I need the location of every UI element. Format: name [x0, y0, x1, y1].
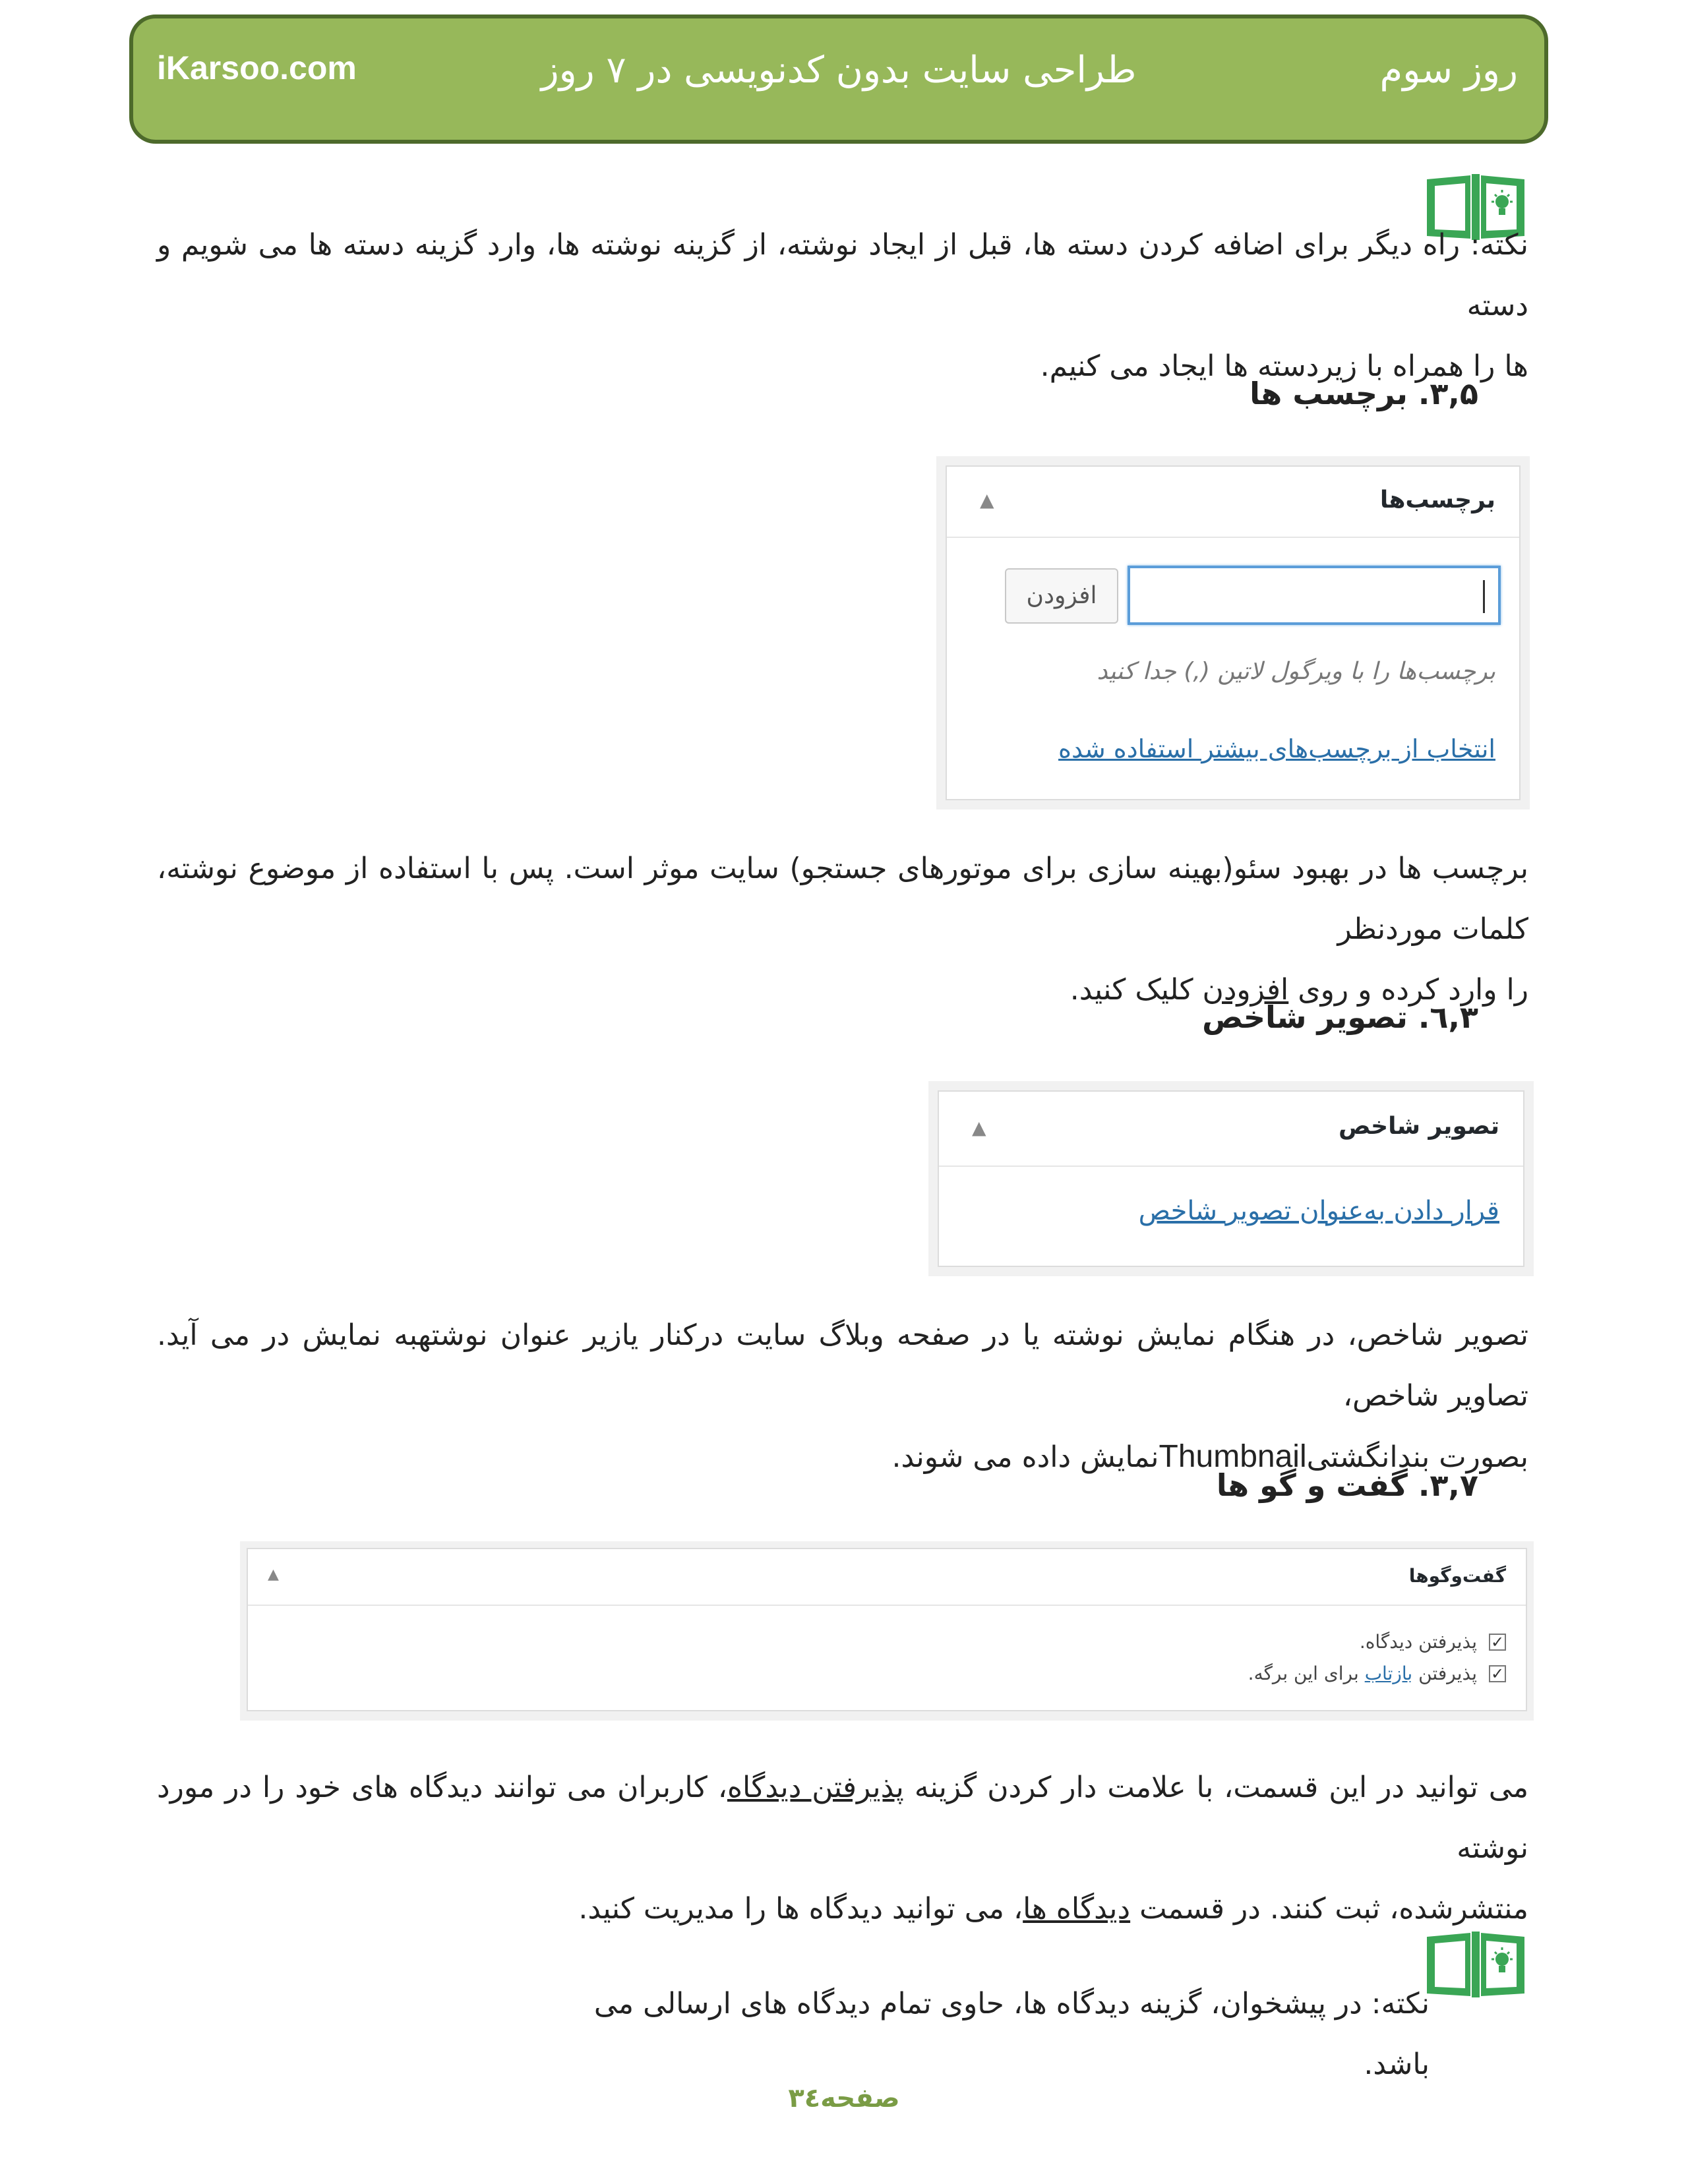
tags-metabox [936, 456, 1530, 810]
heading-comments: ۳,۷. گفت و گو ها [1216, 1467, 1478, 1503]
site-name: iKarsoo.com [157, 49, 357, 86]
popular-tags-link[interactable]: انتخاب از برچسب‌های بیشتر استفاده شده [1058, 734, 1495, 763]
heading-tags: ۳,۵. برچسب ها [1250, 376, 1478, 411]
text-cursor [1483, 580, 1485, 613]
heading-thumbnail: ۳,٦. تصویر شاخص [1202, 999, 1478, 1035]
book-lightbulb-icon [1424, 1928, 1527, 2001]
day-label: روز سوم [1379, 49, 1518, 92]
discussion-metabox-title: گفت‌وگوها [1408, 1565, 1506, 1587]
tags-metabox-title: برچسب‌ها [1379, 487, 1495, 514]
tags-para-text: را وارد کرده و روی [1288, 973, 1528, 1007]
thumbnail-metabox-title: تصویر شاخص [1339, 1113, 1499, 1140]
note-1-line-1: نکته: راه دیگر برای اضافه کردن دسته ها، قبل از ایجاد نوشته، از گزینه نوشته ها، وارد گزینه دسته ها می شویم و دسته [157, 228, 1528, 322]
collapse-caret-icon[interactable]: ▲ [972, 1117, 986, 1138]
add-tag-button[interactable]: افزودن [1005, 568, 1118, 624]
trackbacks-label-text-end: برای این برگه. [1248, 1663, 1365, 1684]
allow-comments-ref: پذیرفتن دیدگاه [727, 1771, 904, 1804]
collapse-caret-icon[interactable]: ▲ [980, 489, 994, 511]
thumbnail-paragraph [157, 1305, 1528, 1488]
tags-para-text-end: کلیک کنید. [1070, 973, 1203, 1007]
thumbnail-term: Thumbnail [1159, 1439, 1307, 1474]
comments-para-text-end: ، کاربران می توانند دیدگاه های خود را در مورد نوشته [157, 1771, 1528, 1865]
discussion-metabox [240, 1541, 1534, 1721]
thumb-para-line-1: تصویر شاخص، در هنگام نمایش نوشته یا در صفحه وبلاگ سایت درکنار یازیر عنوان نوشتهبه نمایش در می آید. تصاویر شاخص، [157, 1318, 1528, 1413]
comments-section-ref: دیدگاه ها [1023, 1892, 1131, 1926]
tag-input[interactable] [1128, 566, 1501, 625]
page-number: صفحه۳٤ [788, 2083, 900, 2113]
allow-comments-label: پذیرفتن دیدگاه. [1359, 1631, 1477, 1653]
thumbnail-metabox [928, 1081, 1534, 1276]
book-title: طراحی سایت بدون کدنویسی در ۷ روز [541, 49, 1137, 92]
note-2: نکته: در پیشخوان، گزینه دیدگاه ها، حاوی تمام دیدگاه های ارسالی می باشد. [593, 1987, 1430, 2081]
trackbacks-label-text: پذیرفتن [1412, 1663, 1477, 1684]
tags-paragraph [157, 839, 1528, 1020]
thumb-para-text: بصورت بندانگشتی [1306, 1440, 1528, 1474]
set-thumbnail-link[interactable]: قرار دادن به‌عنوان تصویر شاخص [1138, 1196, 1499, 1226]
comments-para-line-1 [157, 1757, 1528, 1879]
comments-para-text-2: منتشرشده، ثبت کنند. در قسمت [1130, 1892, 1528, 1926]
tags-hint: برچسب‌ها را با ویرگول لاتین (,) جدا کنید [1097, 658, 1495, 685]
tags-para-line-1: برچسب ها در بهبود سئو(بهینه سازی برای موتورهای جستجو) سایت موثر است. پس با استفاده از موضوع نوشته، کلمات موردنظر [157, 852, 1528, 946]
thumb-para-text-end: نمایش داده می شوند. [891, 1440, 1159, 1474]
tags-para-add-ref: افزودن [1202, 973, 1289, 1007]
page-header [129, 15, 1548, 144]
comments-para-text-2-end: ، می توانید دیدگاه ها را مدیریت کنید. [578, 1892, 1023, 1926]
allow-trackbacks-checkbox[interactable]: ✓ [1489, 1665, 1506, 1682]
comments-paragraph [157, 1757, 1528, 1939]
collapse-caret-icon[interactable]: ▲ [268, 1566, 279, 1583]
trackbacks-link[interactable]: بازتاب [1364, 1663, 1413, 1684]
note-1 [157, 215, 1528, 397]
note-1-line-2: ها را همراه با زیردسته ها ایجاد می کنیم. [1040, 349, 1528, 383]
comments-para-line-2 [157, 1879, 1528, 1939]
comments-para-text: می توانید در این قسمت، با علامت دار کردن گزینه [903, 1771, 1529, 1804]
allow-comments-checkbox[interactable]: ✓ [1489, 1634, 1506, 1651]
allow-trackbacks-label [1248, 1663, 1477, 1684]
